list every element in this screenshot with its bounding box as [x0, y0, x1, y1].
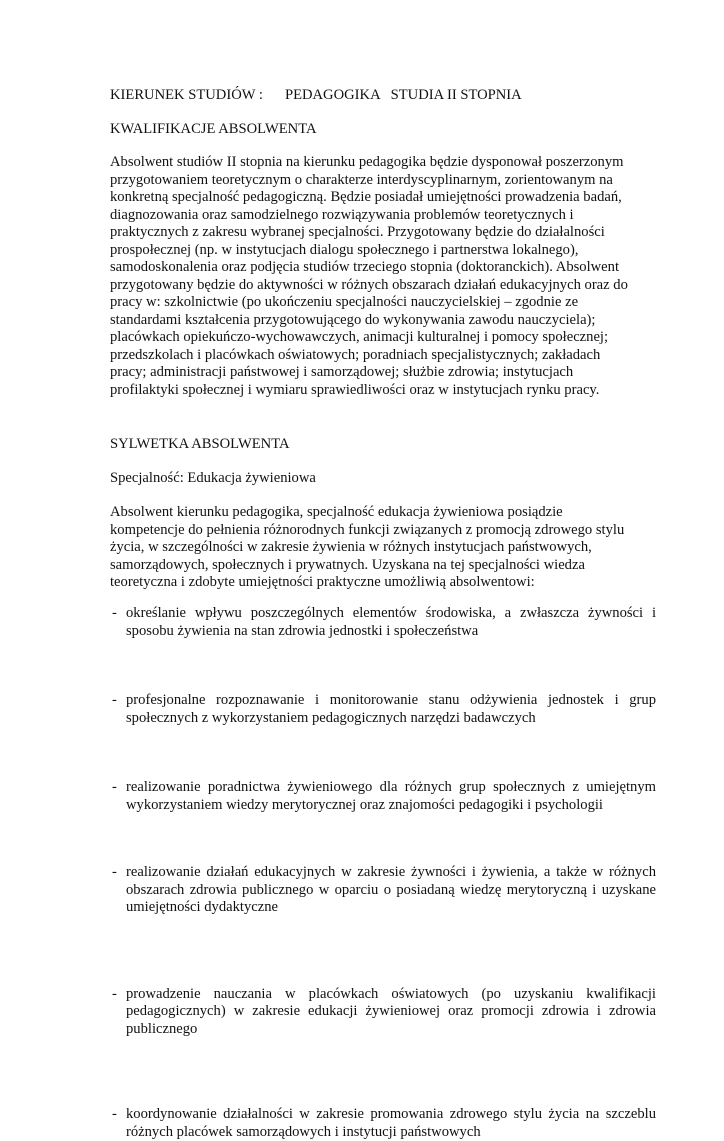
specialty-block: [110, 469, 640, 487]
list-item-text: prowadzenie nauczania w placówkach oświatowych (po uzyskaniu kwalifikacji pedagogicznych) w zakresie edukacji żywieniowej oraz promocji zdrowia i zdrowia publicznego: [126, 985, 656, 1037]
list-item: [110, 864, 656, 917]
study-program-header: [110, 86, 640, 104]
specialty-label: Specjalność: Edukacja żywieniowa: [110, 470, 316, 486]
list-item-text: profesjonalne rozpoznawanie i monitorowanie stanu odżywienia jednostek i grup społecznych z wykorzystaniem pedagogicznych narzędzi badawczych: [126, 692, 656, 726]
list-dash: -: [112, 692, 117, 708]
program-level: STUDIA II STOPNIA: [390, 87, 522, 103]
list-item: [110, 779, 656, 814]
list-item-text: określanie wpływu poszczególnych elementów środowiska, a zwłaszcza żywności i sposobu żywienia na stan zdrowia jednostki i społeczeństwa: [126, 605, 656, 639]
list-item-text: realizowanie poradnictwa żywieniowego dla różnych grup społecznych z umiejętnym wykorzystaniem wiedzy merytorycznej oraz znajomości pedagogiki i psychologii: [126, 779, 656, 813]
list-dash: -: [112, 864, 117, 880]
list-item: [110, 1106, 656, 1141]
profile-heading-block: [110, 435, 640, 453]
list-dash: -: [112, 779, 117, 795]
document-page: [110, 82, 656, 1140]
list-dash: -: [112, 985, 117, 1002]
list-dash: -: [112, 1106, 117, 1122]
profile-heading: SYLWETKA ABSOLWENTA: [110, 436, 290, 452]
qualifications-heading-block: [110, 120, 640, 138]
program-label: KIERUNEK STUDIÓW :: [110, 87, 263, 103]
qualifications-section: [110, 154, 630, 399]
qualifications-heading: KWALIFIKACJE ABSOLWENTA: [110, 121, 317, 137]
list-item-text: realizowanie działań edukacyjnych w zakresie żywności i żywienia, a także w różnych obszarach zdrowia publicznego w oparciu o posiadaną wiedzę merytoryczną i uzyskane umiejętności dydaktyczne: [126, 864, 656, 915]
qualifications-paragraph: Absolwent studiów II stopnia na kierunku pedagogika będzie dysponował poszerzonym przygotowaniem teoretycznym o charakterze interdyscyplinarnym, zorientowanym na konkretną specjalność pedagogiczną. Będzie posiadał umiejętności prowadzenia badań, diagnozowania oraz samodzielnego rozwiązywania problemów teoretycznych i praktycznych z zakresu wybranej specjalności. Przygotowany będzie do działalności prospołecznej (np. w instytucjach dialogu społecznego i partnerstwa lokalnego), samodoskonalenia oraz podjęcia studiów trzeciego stopnia (doktoranckich). Absolwent przygotowany będzie do aktywności w różnych obszarach działań edukacyjnych oraz do pracy w: szkolnictwie (po ukończeniu specjalności nauczycielskiej – zgodnie ze standardami kształcenia przygotowującego do wykonywania zawodu nauczyciela); placówkach opiekuńczo-wychowawczych, animacji kulturalnej i pomocy społecznej; przedszkolach i placówkach oświatowych; poradniach specjalistycznych; zakładach pracy; administracji państwowej i samorządowej; służbie zdrowia; instytucjach profilaktyki społecznej i wymiaru sprawiedliwości oraz w instytucjach rynku pracy.: [110, 154, 628, 398]
profile-intro-section: [110, 504, 630, 592]
list-item: [110, 692, 656, 727]
list-item: [110, 605, 656, 640]
list-dash: -: [112, 605, 117, 621]
list-item-text: koordynowanie działalności w zakresie promowania zdrowego stylu życia na szczeblu różnych placówek samorządowych i instytucji państwowych: [126, 1106, 656, 1140]
program-name: PEDAGOGIKA: [284, 87, 381, 103]
list-item: [110, 986, 656, 1039]
profile-intro-paragraph: Absolwent kierunku pedagogika, specjalność edukacja żywieniowa posiądzie kompetencje do pełnienia różnorodnych funkcji związanych z promocją zdrowego stylu życia, w szczególności w zakresie żywienia w różnych instytucjach państwowych, samorządowych, społecznych i prywatnych. Uzyskana na tej specjalności wiedza teoretyczna i zdobyte umiejętności praktyczne umożliwią absolwentowi:: [110, 504, 625, 590]
